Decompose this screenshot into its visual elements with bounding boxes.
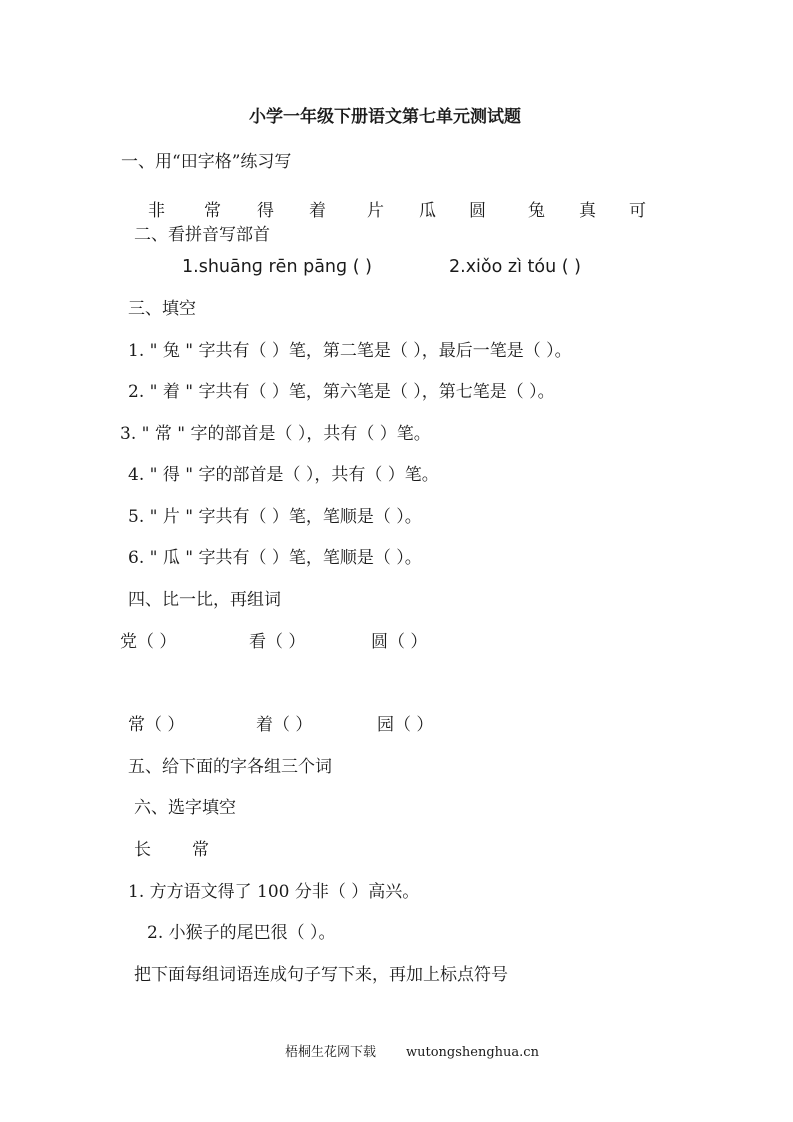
section4-heading: 四、比一比，再组词: [128, 590, 281, 610]
compare-item: 党（ ）: [120, 632, 177, 652]
instruction-text: 把下面每组词语连成句子写下来，再加上标点符号: [134, 965, 508, 985]
compare-item: 园（ ）: [377, 715, 434, 735]
page-title: 小学一年级下册语文第七单元测试题: [249, 107, 521, 127]
choice-question-1: 1. 方方语文得了 100 分非（ ）高兴。: [128, 882, 420, 902]
choice-option: 常: [192, 840, 209, 860]
footer-site-url: wutongshenghua.cn: [406, 1045, 539, 1060]
fill-question-2: 2. " 着 " 字共有（ ）笔，第六笔是（ ），第七笔是（ ）。: [128, 382, 555, 402]
footer-site-name: 梧桐生花网下载: [285, 1045, 377, 1060]
practice-char: 常: [204, 201, 221, 221]
section3-heading: 三、填空: [128, 299, 196, 319]
practice-char: 非: [148, 201, 165, 221]
section1-heading: 一、用“田字格”练习写: [121, 152, 292, 172]
compare-item: 看（ ）: [249, 632, 306, 652]
fill-question-3: 3. " 常 " 字的部首是（ ），共有（ ）笔。: [120, 424, 431, 444]
practice-char: 着: [309, 201, 326, 221]
practice-char: 可: [629, 201, 646, 221]
compare-item: 着（ ）: [256, 715, 313, 735]
choice-question-2: 2. 小猴子的尾巴很（ ）。: [147, 923, 336, 943]
fill-question-4: 4. " 得 " 字的部首是（ ），共有（ ）笔。: [128, 465, 439, 485]
fill-question-5: 5. " 片 " 字共有（ ）笔，笔顺是（ ）。: [128, 507, 422, 527]
compare-item: 常（ ）: [128, 715, 185, 735]
pinyin-item-2: 2.xiǒo zì tóu ( ): [449, 257, 581, 277]
section5-heading: 五、给下面的字各组三个词: [128, 757, 332, 777]
practice-char: 瓜: [419, 201, 436, 221]
choice-option: 长: [134, 840, 151, 860]
practice-char: 得: [257, 201, 274, 221]
practice-char: 片: [367, 201, 384, 221]
fill-question-6: 6. " 瓜 " 字共有（ ）笔，笔顺是（ ）。: [128, 548, 422, 568]
section6-heading: 六、选字填空: [134, 798, 236, 818]
practice-char: 真: [579, 201, 596, 221]
pinyin-item-1: 1.shuānɡ rēn pānɡ ( ): [182, 257, 372, 277]
practice-char: 圆: [469, 201, 486, 221]
practice-char: 兔: [528, 201, 545, 221]
compare-item: 圆（ ）: [371, 632, 428, 652]
fill-question-1: 1. " 兔 " 字共有（ ）笔，第二笔是（ ），最后一笔是（ ）。: [128, 341, 572, 361]
section2-heading: 二、看拼音写部首: [134, 225, 270, 245]
